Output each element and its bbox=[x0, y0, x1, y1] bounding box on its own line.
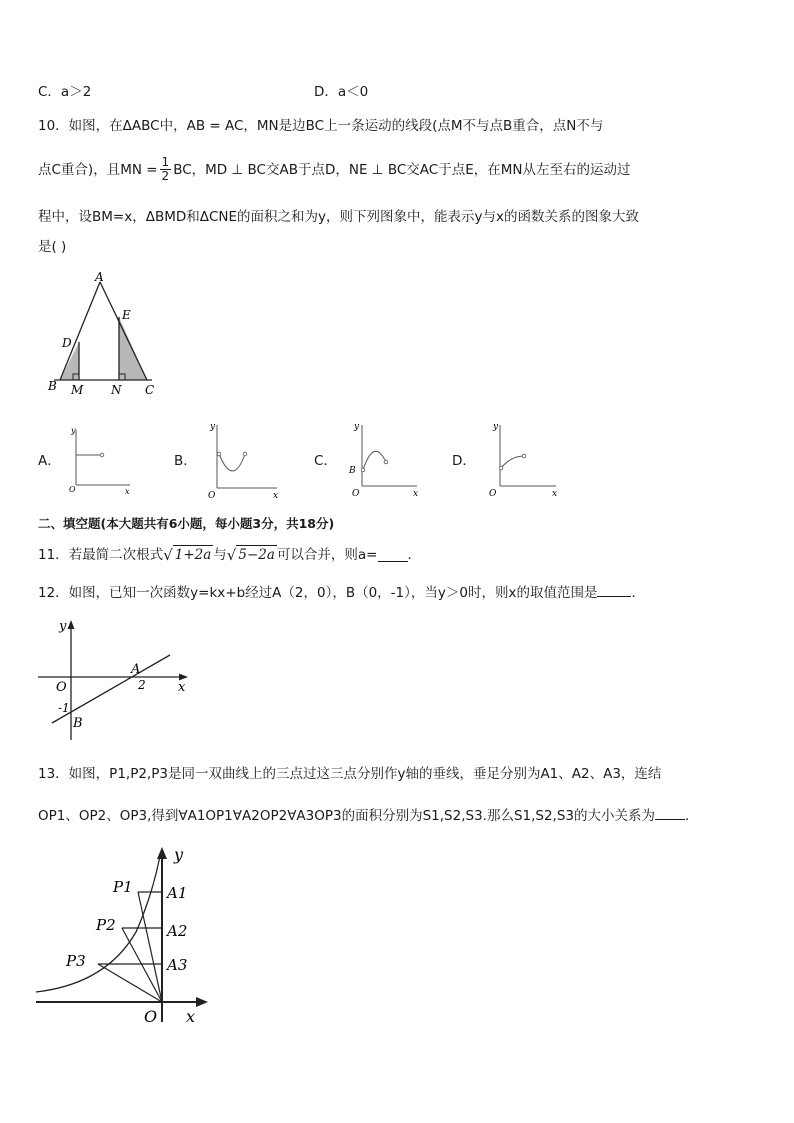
q12-text: 12．如图，已知一次函数y=kx+b经过A（2，0），B（0，-1），当y＞0时，则x的取值范围是 bbox=[38, 585, 598, 601]
option-c-y: y bbox=[354, 422, 360, 432]
q12-label-y: y bbox=[59, 619, 67, 634]
q10-frac-den: 2 bbox=[161, 169, 170, 183]
fig-label-e: E bbox=[122, 308, 131, 322]
q13-line1: 13．如图，P1,P2,P3是同一双曲线上的三点过这三点分别作y轴的垂线，垂足分别为A1、A2、A3，连结 bbox=[38, 766, 662, 782]
option-d-graph bbox=[484, 420, 564, 502]
q13-label-a2: A2 bbox=[167, 922, 188, 940]
q11-mid: 与 bbox=[213, 546, 227, 563]
option-a-label: A． bbox=[38, 453, 61, 469]
q13-label-o: O bbox=[144, 1007, 158, 1026]
q13-line2: OP1、OP2、OP3,得到∀A1OP1∀A2OP2∀A3OP3的面积分别为S1,S2,S3.那么S1,S2,S3的大小关系为 ． bbox=[38, 808, 699, 824]
option-c-prev: C．a＞2 bbox=[38, 84, 92, 100]
option-b-y: y bbox=[210, 422, 216, 432]
q11-radical-1-sign: √ bbox=[163, 545, 173, 564]
option-c-o: O bbox=[352, 489, 360, 499]
option-c-graph bbox=[345, 420, 425, 502]
q12-label-b: B bbox=[73, 716, 83, 731]
q12-line: 12．如图，已知一次函数y=kx+b经过A（2，0），B（0，-1），当y＞0时，则x的取值范围是 ． bbox=[38, 585, 645, 601]
q12-label-x: x bbox=[178, 680, 186, 695]
q13-label-p1: P1 bbox=[113, 878, 133, 896]
q10-triangle-figure bbox=[40, 270, 170, 400]
q10-line2 bbox=[38, 156, 631, 183]
q13-label-y: y bbox=[174, 845, 184, 864]
option-d-o: O bbox=[489, 489, 497, 499]
option-d-x: x bbox=[552, 489, 558, 499]
option-c-x: x bbox=[413, 489, 419, 499]
q11-line: 11．若最简二次根式 √ 1+2a 与 √ 5−2a 可以合并，则a= ． bbox=[38, 545, 421, 564]
q11-radical-2-sign: √ bbox=[226, 545, 237, 564]
fig-label-m: M bbox=[71, 383, 84, 397]
option-a-o: O bbox=[69, 485, 76, 494]
option-a-y: y bbox=[71, 426, 76, 435]
q10-line2b: BC，MD ⊥ BC交AB于点D，NE ⊥ BC交AC于点E，在MN从左至右的运动过 bbox=[173, 161, 631, 178]
q10-line2a: 点C重合)，且MN = bbox=[38, 161, 158, 178]
q11-post: 可以合并，则a= bbox=[276, 546, 378, 563]
fig-label-n: N bbox=[111, 383, 122, 397]
option-a-x: x bbox=[125, 487, 130, 496]
q12-label-a: A bbox=[131, 662, 141, 677]
q11-radical-1: 1+2a bbox=[174, 547, 212, 563]
q10-line4: 是( ) bbox=[38, 239, 67, 255]
q11-pre: 11．若最简二次根式 bbox=[38, 546, 164, 563]
q12-label-neg1: -1 bbox=[58, 701, 70, 715]
q13-label-p3: P3 bbox=[66, 952, 86, 970]
option-c-label: C． bbox=[314, 453, 337, 469]
q13-label-p2: P2 bbox=[96, 916, 116, 934]
option-b-graph bbox=[205, 420, 285, 502]
option-d-label: D． bbox=[452, 453, 476, 469]
q11-radical-2: 5−2a bbox=[238, 547, 275, 563]
option-d-y: y bbox=[493, 422, 499, 432]
q12-label-2: 2 bbox=[138, 678, 146, 692]
q12-label-o: O bbox=[56, 680, 67, 695]
option-d-prev: D．a＜0 bbox=[314, 84, 369, 100]
q13-label-x: x bbox=[186, 1007, 196, 1026]
fig-label-d: D bbox=[62, 336, 72, 350]
fig-label-b: B bbox=[48, 379, 57, 393]
option-b-o: O bbox=[208, 491, 216, 501]
q13-line2-text: OP1、OP2、OP3,得到∀A1OP1∀A2OP2∀A3OP3的面积分别为S1,S2,S3.那么S1,S2,S3的大小关系为 bbox=[38, 808, 656, 824]
q10-line1: 10．如图，在ΔABC中，AB = AC，MN是边BC上一条运动的线段(点M不与点B重合，点N不与 bbox=[38, 118, 604, 134]
q13-label-a3: A3 bbox=[167, 956, 188, 974]
q11-answer-blank[interactable] bbox=[378, 547, 408, 562]
q13-label-a1: A1 bbox=[167, 884, 188, 902]
fig-label-c: C bbox=[145, 383, 155, 397]
q13-answer-blank[interactable] bbox=[655, 806, 685, 820]
section-2-title: 二、填空题(本大题共有6小题，每小题3分，共18分) bbox=[38, 516, 335, 531]
q12-answer-blank[interactable] bbox=[597, 583, 631, 597]
q10-frac-num: 1 bbox=[161, 155, 170, 169]
option-a-graph bbox=[62, 425, 142, 500]
option-c-b: B bbox=[349, 466, 356, 476]
q10-line3: 程中，设BM=x，ΔBMD和ΔCNE的面积之和为y，则下列图象中，能表示y与x的函数关系的图象大致 bbox=[38, 209, 640, 225]
q10-fraction bbox=[160, 156, 172, 183]
q13-figure bbox=[36, 844, 226, 1034]
fig-label-a: A bbox=[95, 270, 104, 284]
option-b-x: x bbox=[273, 491, 279, 501]
q12-graph bbox=[36, 616, 196, 744]
option-b-label: B． bbox=[174, 453, 197, 469]
